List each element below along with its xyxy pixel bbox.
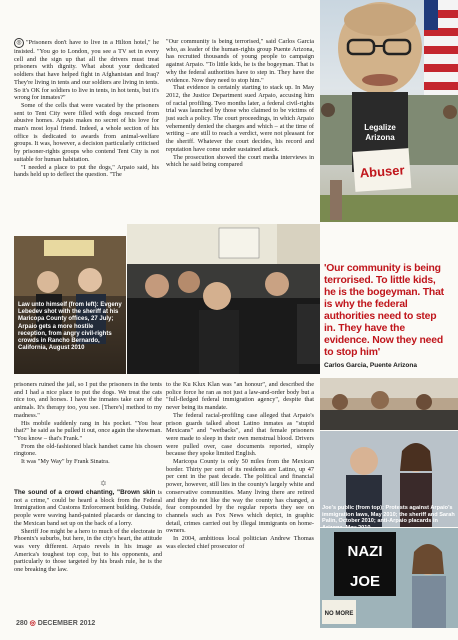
page-footer (16, 619, 95, 627)
photo-anti-arpaio-placards (320, 528, 458, 628)
photo-sheriff-and-palin (320, 431, 458, 527)
abuser-sign-text: Abuser (359, 162, 405, 181)
col1-paragraph-2: Some of the cells that were vacated by the prisoners sent to Tent City were filled with dogs rescued from abusive homes. Arpaio makes no secret of his love for man's most loyal friend. Indeed, a whole section of his office is dedicated to awards from animal-welfare groups. It was, however, a decision particularly criticised by prisoner-rights groups who contend Tent City is not suitable for human habitation. (14, 101, 159, 163)
pull-quote-attribution: Carlos Garcia, Puente Arizona (324, 362, 417, 369)
col3-paragraph-2: His mobile suddenly rang in his pocket. "You hear that?" he said as he pulled it out, once again the showman. "You know – that's Frank." (14, 419, 162, 442)
legalize-shirt-text-2: Arizona (365, 133, 395, 142)
column-2 (166, 38, 314, 169)
col3-paragraph-6: Sheriff Joe might be a hero to much of the electorate in Phoenix's suburbs, but here, in the city's heart, the attitude was very different. Arpaio revels in his image as America's toughest top cop, but to his opponents, and particularly to those targeted by his brash rule, he is the one breaking the law. (14, 527, 162, 574)
col3-paragraph-3: From the old-fashioned black handset came his chosen ringtone. (14, 442, 162, 458)
legalize-shirt-text-1: Legalize (364, 123, 396, 132)
col2-paragraph-3: The prosecution showed the court media interviews in which he said being compared (166, 153, 314, 169)
col2-paragraph-2: That evidence is certainly starting to stack up. In May 2012, the Justice Department sued Arpaio, accusing him of racial profiling. Two months later, a federal civil-rights trial was launched by those who claimed to be victims of just such a policy. The court proceedings, in which Arpaio vehemently denied the charges and which – at the time of writing – are still to reach a verdict, were not pleasant for the sheriff. Whatever the court decides, his record and reputation have come under sustained attack. (166, 84, 314, 153)
col4-paragraph-4: In 2004, ambitious local politician Andrew Thomas was elected chief prosecutor of (166, 535, 314, 550)
protest-crowd-illustration (320, 378, 458, 430)
col4-paragraph-3: Maricopa County is only 50 miles from the Mexican border. Thirty per cent of its residents are Latino, up 47 per cent in the past decade. The political and financial power, however, still lies in the county's largely white and conservative communities. Many living there are retired and they do not like the way the county has changed, a fear compounded by the regular reports they see on channels such as Fox News which depict, in graphic detail, crimes carried out by illegal immigrants on home-owners. (166, 458, 314, 535)
section-marker-icon: ◎ (14, 38, 24, 48)
col3-paragraph-4: It was "My Way" by Frank Sinatra. (21, 458, 110, 466)
col2-paragraph-1: "Our community is being terrorised," said Carlos Garcia who, as leader of the human-rights group Puente Arizona, has recruited thousands of young people to campaign against Arpaio. "To little kids, he is the bogeyman. That is why the federal authorities have to step in. They have the evidence. Now they need to stop him." (166, 38, 314, 84)
photo-protest-giant-head (320, 0, 458, 222)
nazi-placard-text: NAZI (347, 543, 383, 560)
section-subhead: The sound of a crowd chanting, "Brown skin (14, 489, 156, 496)
photo-hostile-reception-crowd (127, 224, 320, 374)
column-1 (14, 38, 159, 179)
column-4 (166, 381, 314, 550)
col1-paragraph-3: "I needed a place to put the dogs," Arpaio said, his hands held up to deflect the question. "The (14, 163, 159, 179)
placards-illustration (320, 528, 458, 628)
joe-placard-text: JOE (349, 573, 381, 590)
col4-paragraph-2: The federal racial-profiling case alleged that Arpaio's prison guards talked about Latino inmates as "stupid Mexicans" and "wetbacks", and that female prisoners were made to sleep in their own menstrual blood. Drivers were pulled over, case documents reported, simply because they spoke limited English. (166, 411, 314, 458)
section-break-star-icon: ✡ (100, 479, 107, 488)
col3-paragraph-5: is not a crime," could be heard a block from the Federal Immigration and Customs Enforcement building. Outside, people were waving hand-painted placards or dancing to the Mexican band set up on the back of a lorry. (14, 489, 162, 527)
no-more-placard-text: NO MORE (324, 611, 354, 617)
column-3 (14, 381, 162, 466)
column-3-continued (14, 489, 162, 574)
issue-date: DECEMBER 2012 (37, 620, 96, 627)
caption-joes-public: Joe's public (from top): Protests against Arpaio's immigration laws, May 2010; the sheriff and Sarah Palin, October 2010; anti-Arpaio placards in (322, 505, 455, 525)
col1-paragraph-1: "Prisoners don't have to live in a Hilton hotel," he insisted. "You go to London, you see a TV set in every cell and the sign up that all the drivers must treat prisoners with dignity. What about your dedicated soldiers that have helped fight in Afghanistan and Iraq? They're living in tents and our soldiers are living in tents. So it's OK for soldiers to live in tents, in hot tents, but it's wrong for inmates?" (14, 39, 159, 102)
col4-paragraph-1: to the Ku Klux Klan was "an honour", and described the police force he ran as not just a law-and-order body but a "full-fledged federal immigration agency", despite that never being its mandate. (166, 381, 314, 412)
crowd-illustration (127, 224, 320, 374)
protest-figure-illustration (320, 0, 458, 222)
footer-separator-icon: ◎ (29, 620, 36, 627)
photo-immigration-protest (320, 378, 458, 430)
pull-quote (324, 263, 450, 369)
col3-paragraph-1: prisoners ruined the jail, so I put the prisoners in the tents and I had a nice place to put the dogs. We treat the cats nice too, and horses. I have the inmates take care of the animals. It's therapy too, you see. [There's] method to my madness." (14, 381, 162, 419)
caption-law-unto-himself: Law unto himself (from left): Evgeny Lebedev shot with the sheriff at his Maricopa County offices, 27 July; Arpaio gets a more hostile reception, from angry civil-rights crowds in Rancho Bernardo, California, August 2010 (18, 302, 122, 352)
page-number: 280 (16, 620, 28, 627)
pull-quote-text: 'Our community is being terrorised. To little kids, he is the bogeyman. That is why the federal authorities need to step in. They have the evidence. Now they need to stop him' (324, 263, 444, 358)
photo-lebedev-with-sheriff (14, 236, 126, 374)
